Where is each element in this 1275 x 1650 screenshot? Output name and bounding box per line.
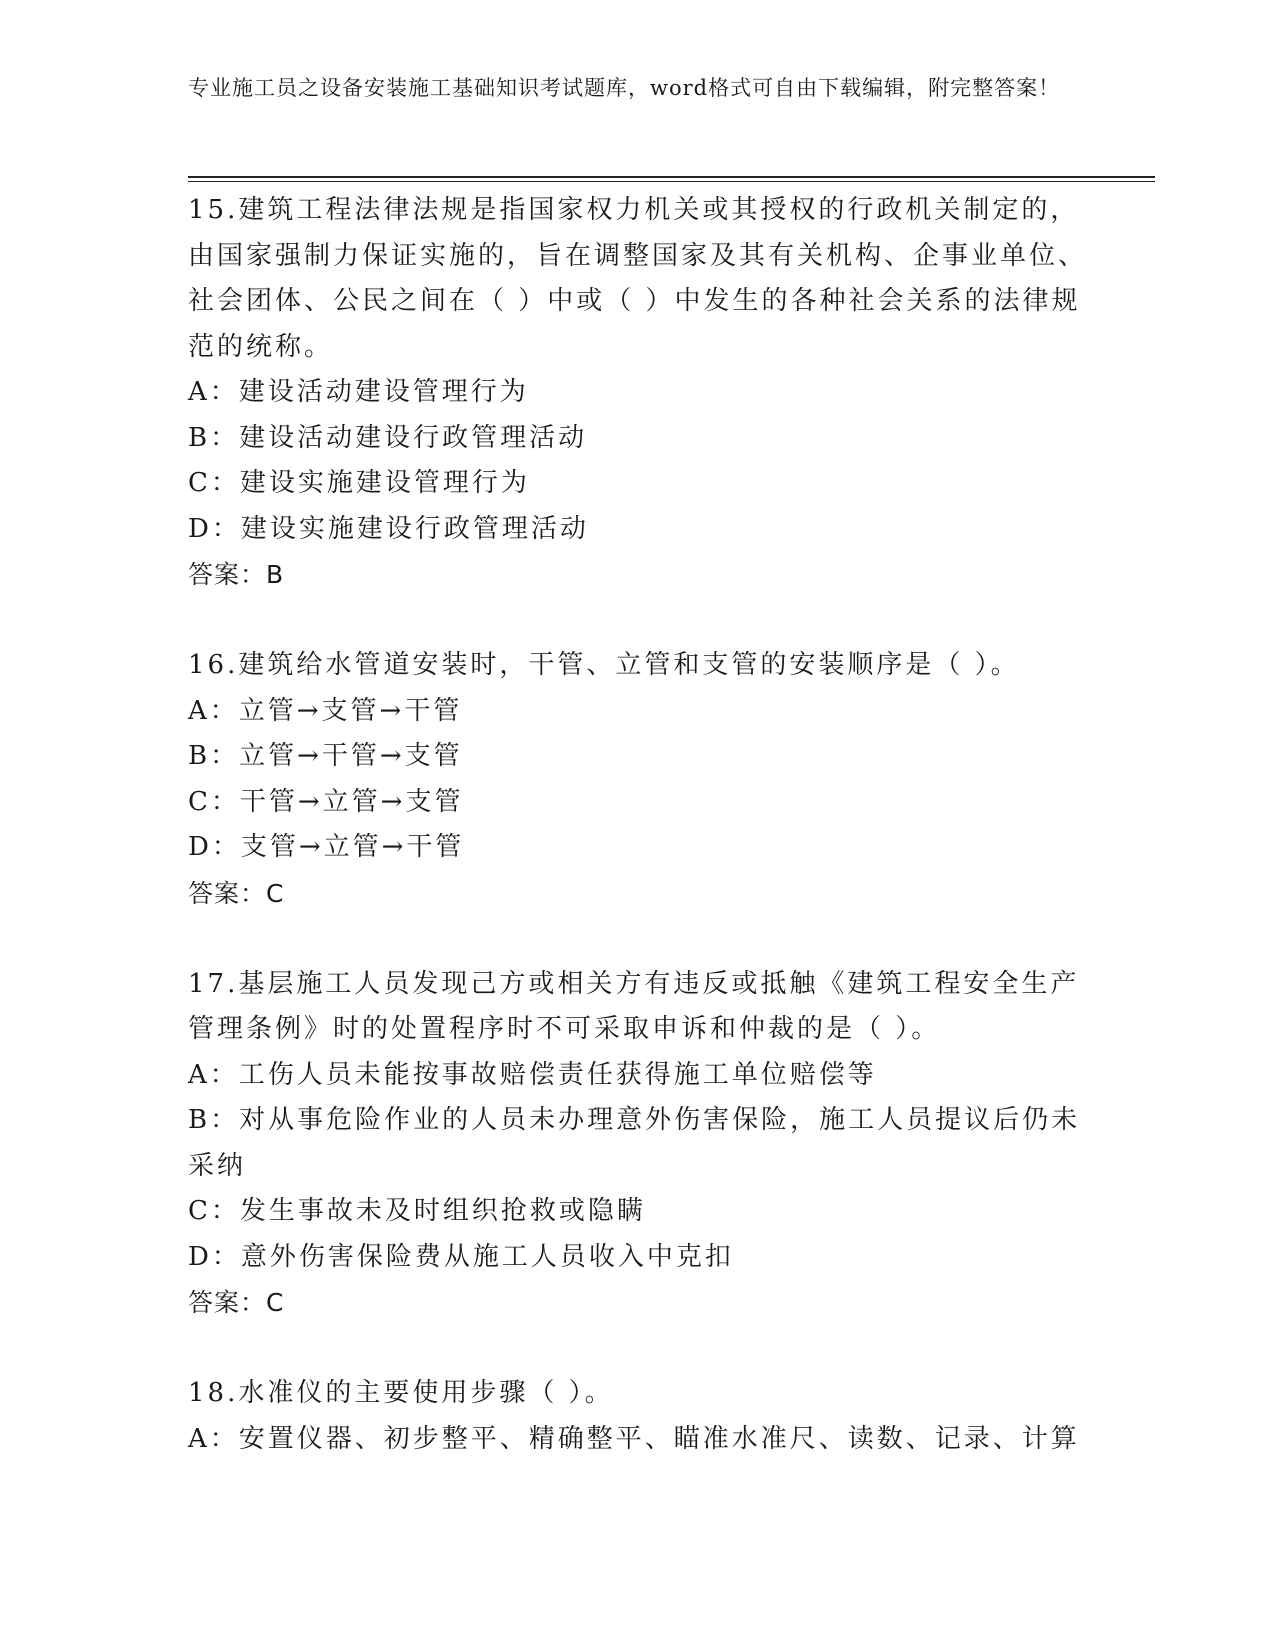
question-spacer [188, 1326, 1088, 1372]
question-18 [188, 1371, 1088, 1462]
option-b: B：立管→干管→支管 [188, 741, 463, 771]
answer: 答案：C [188, 878, 285, 908]
question-stem: 17.基层施工人员发现己方或相关方有违反或抵触《建筑工程安全生产管理条例》时的处置程序时不可采取申诉和仲裁的是（ ）。 [188, 968, 1080, 1044]
question-16 [188, 643, 1088, 916]
question-stem: 16.建筑给水管道安装时，干管、立管和支管的安装顺序是（ ）。 [188, 650, 1020, 680]
answer: 答案：C [188, 1288, 285, 1317]
option-d: D：意外伤害保险费从施工人员收入中克扣 [188, 1241, 734, 1272]
option-c: C：干管→立管→支管 [188, 786, 464, 817]
option-a: A：安置仪器、初步整平、精确整平、瞄准水准尺、读数、记录、计算 [188, 1423, 1080, 1454]
question-list [188, 188, 1088, 1462]
option-a: A：立管→支管→干管 [188, 695, 463, 726]
question-spacer [188, 598, 1088, 644]
option-c: C：建设实施建设管理行为 [188, 468, 530, 498]
header-divider-thick [188, 176, 1155, 178]
header-divider-thin [188, 181, 1155, 182]
question-stem: 15.建筑工程法律法规是指国家权力机关或其授权的行政机关制定的，由国家强制力保证实施的，旨在调整国家及其有关机构、企事业单位、社会团体、公民之间在（ ）中或（ ）中发生的各种社会关系的法律规范的统称。 [188, 195, 1088, 362]
option-b: B：对从事危险作业的人员未办理意外伤害保险，施工人员提议后仍未采纳 [188, 1105, 1081, 1181]
answer: 答案：B [188, 560, 285, 589]
option-d: D：建设实施建设行政管理活动 [188, 513, 589, 544]
option-a: A：工伤人员未能按事故赔偿责任获得施工单位赔偿等 [188, 1059, 877, 1090]
page-header: 专业施工员之设备安装施工基础知识考试题库，word格式可自由下载编辑，附完整答案！ [188, 76, 1061, 100]
question-spacer [188, 916, 1088, 962]
option-c: C：发生事故未及时组织抢救或隐瞒 [188, 1196, 646, 1226]
option-a: A：建设活动建设管理行为 [188, 377, 529, 407]
question-15 [188, 188, 1088, 598]
option-b: B：建设活动建设行政管理活动 [188, 422, 588, 453]
option-d: D：支管→立管→干管 [188, 832, 465, 862]
question-stem: 18.水准仪的主要使用步骤（ ）。 [188, 1378, 614, 1408]
question-17 [188, 962, 1088, 1326]
